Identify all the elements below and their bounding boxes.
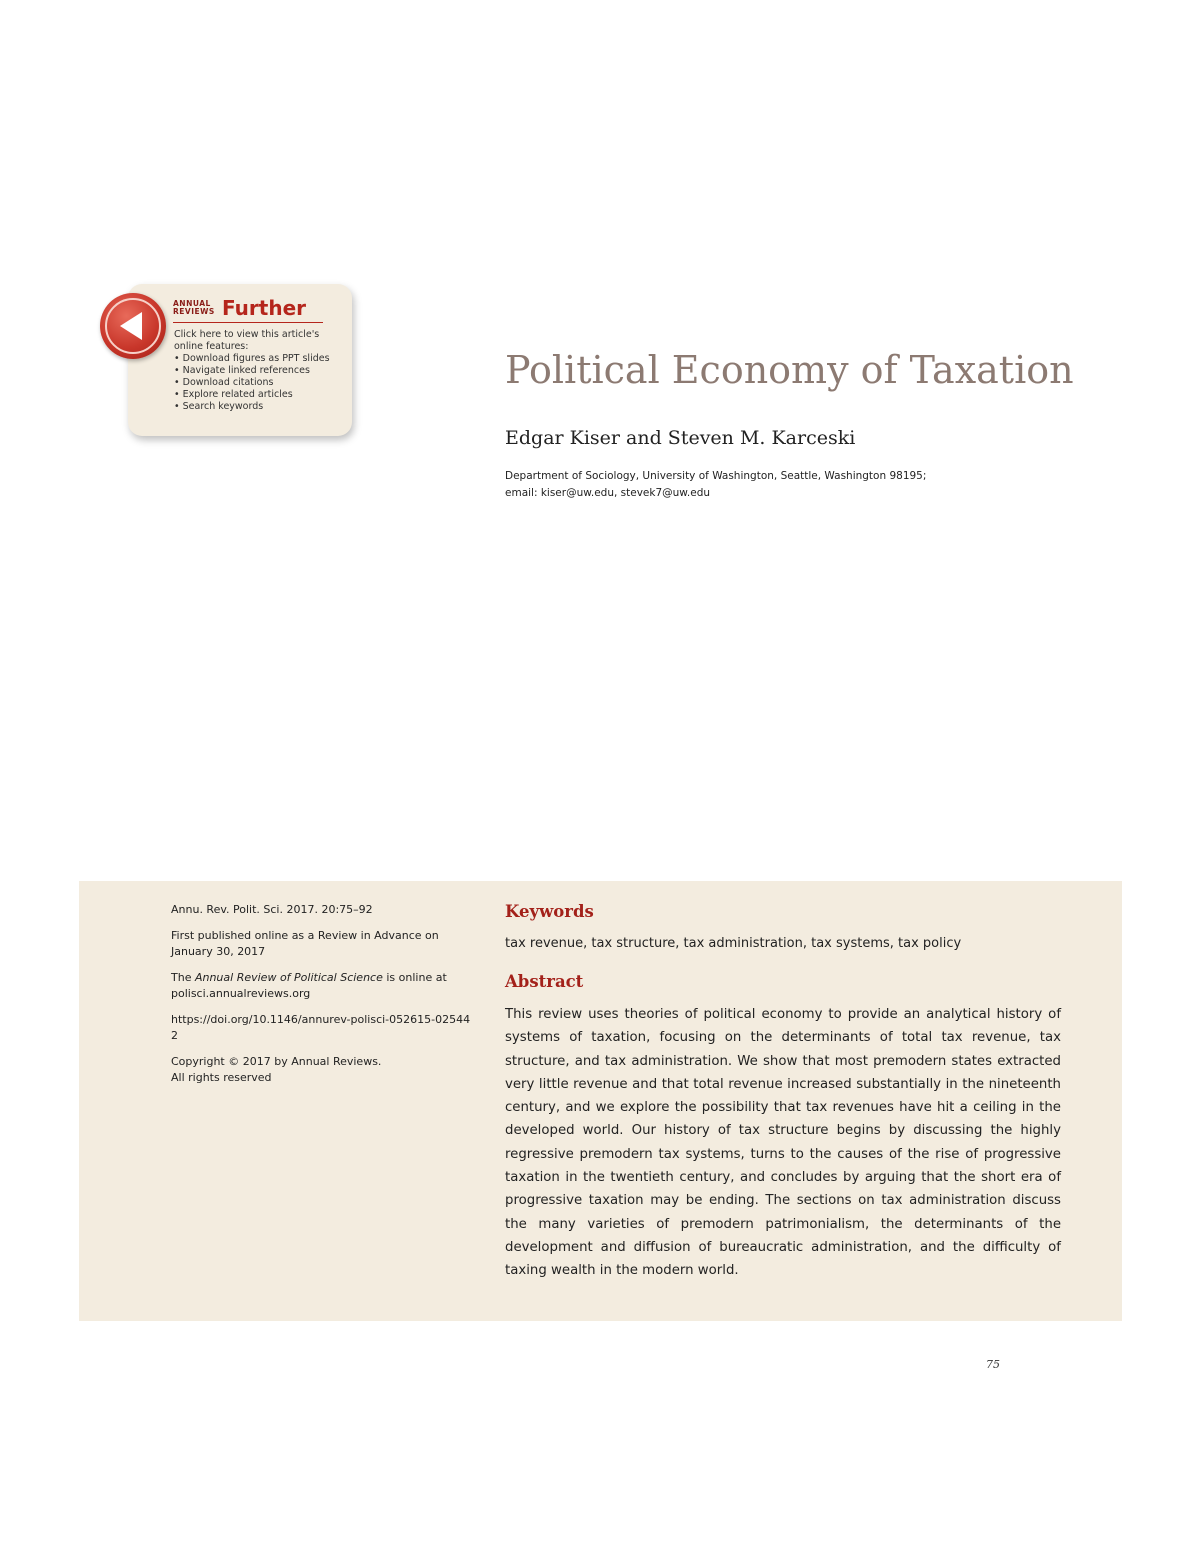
left-arrow-icon <box>100 293 166 359</box>
annual-reviews-logo <box>173 300 215 316</box>
journal-prefix: The <box>171 971 195 984</box>
journal-online-note <box>171 970 471 1002</box>
affiliation-line: Department of Sociology, University of Washington, Seattle, Washington 98195; <box>505 470 927 482</box>
first-published: First published online as a Review in Advance on January 30, 2017 <box>171 929 439 958</box>
brand-annual: ANNUAL <box>173 299 211 308</box>
further-title: Further <box>222 296 306 320</box>
further-item[interactable]: • Explore related articles <box>174 389 344 401</box>
author-affiliation <box>505 468 1025 502</box>
copyright-line: Copyright © 2017 by Annual Reviews. <box>171 1055 382 1068</box>
journal-name: Annual Review of Political Science <box>194 971 383 984</box>
further-feature-list <box>174 353 344 413</box>
keywords-heading: Keywords <box>505 902 594 921</box>
brand-reviews: REVIEWS <box>173 307 215 316</box>
article-authors: Edgar Kiser and Steven M. Karceski <box>505 427 856 449</box>
further-item[interactable]: • Download citations <box>174 377 344 389</box>
abstract-heading: Abstract <box>505 972 584 991</box>
further-text <box>174 329 344 413</box>
copyright <box>171 1054 471 1086</box>
further-intro: Click here to view this article's online features: <box>174 329 320 352</box>
further-divider <box>173 322 323 323</box>
further-item[interactable]: • Download figures as PPT slides <box>174 353 344 365</box>
citation: Annu. Rev. Polit. Sci. 2017. 20:75–92 <box>171 903 373 916</box>
abstract-text: This review uses theories of political economy to provide an analytical history of systems of taxation, focusing on the determinants of total tax revenue, tax structure, and tax administration. We show that most premodern states extracted very little revenue and that total revenue increased substantially in the nineteenth century, and we explore the possibility that tax revenues have hit a ceiling in the developed world. Our history of tax structure begins by discussing the highly regressive premodern tax systems, turns to the causes of the rise of progressive taxation in the twentieth century, and concludes by arguing that the short era of progressive taxation may be ending. The sections on tax administration discuss the many varieties of premodern patrimonialism, the determinants of the development and diffusion of bureaucratic administration, and the difficulty of taxing wealth in the modern world. <box>505 1007 1061 1279</box>
further-link-button[interactable] <box>100 293 166 359</box>
doi-link[interactable]: https://doi.org/10.1146/annurev-polisci-052615-025442 <box>171 1013 471 1042</box>
journal-suffix[interactable]: is online at polisci.annualreviews.org <box>171 971 447 1000</box>
further-item[interactable]: • Search keywords <box>174 401 344 413</box>
email-line[interactable]: email: kiser@uw.edu, stevek7@uw.edu <box>505 487 711 499</box>
further-item[interactable]: • Navigate linked references <box>174 365 344 377</box>
article-metadata <box>171 902 471 1096</box>
keywords-text: tax revenue, tax structure, tax administration, tax systems, tax policy <box>505 936 962 951</box>
article-title: Political Economy of Taxation <box>505 348 1074 392</box>
rights-line: All rights reserved <box>171 1071 272 1084</box>
page-number: 75 <box>986 1358 1000 1371</box>
